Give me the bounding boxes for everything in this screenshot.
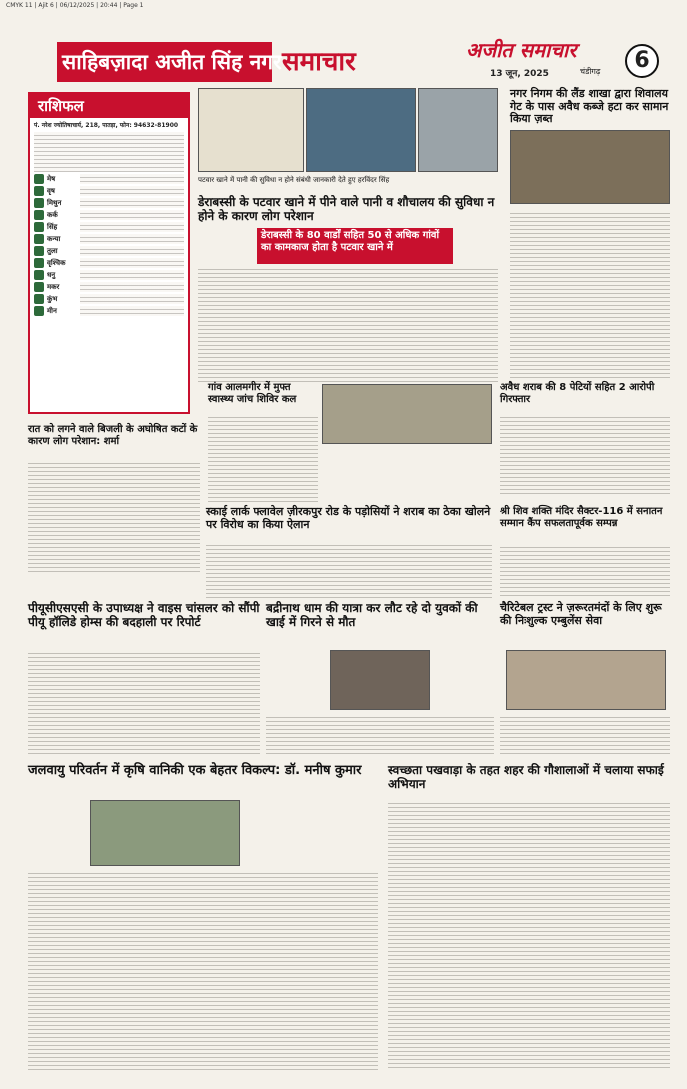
rashifal-sign-label: वृष [47, 186, 55, 195]
zodiac-icon [34, 174, 44, 184]
masthead-title-right: समाचार [282, 47, 356, 77]
rashifal-sign-row [34, 258, 184, 268]
rashifal-sign-row [34, 282, 184, 292]
rashifal-sign-label: तुला [47, 246, 58, 255]
photo-ambulance [506, 650, 666, 710]
rashifal-byline: पं. नरेश ज्योतिषाचार्य, 218, पातड़ा, फोन: 94632-81900 [34, 122, 179, 129]
photo-bulldozer [510, 130, 670, 204]
story-4-body [500, 414, 670, 494]
story-6-headline: स्काई लार्क फ्लावेल ज़ीरकपुर रोड के पड़ोसियों ने शराब का ठेका खोलने पर विरोध का किया ऐलान [206, 505, 491, 531]
masthead-brand: अजीत समाचार [466, 38, 577, 62]
rashifal-sign-row [34, 210, 184, 220]
rashifal-sign-label: मेष [47, 174, 56, 183]
page-topline: CMYK 11 | Ajit 6 | 06/12/2025 | 20:44 | Page 1 [6, 2, 144, 9]
rashifal-sign-row [34, 270, 184, 280]
rashifal-sign-row [34, 306, 184, 316]
story-10-body [500, 714, 670, 756]
story-9-body [266, 714, 494, 756]
masthead-date: 13 जून, 2025 [490, 69, 549, 79]
story-5-headline: रात को लगने वाले बिजली के अघोषित कटों के कारण लोग परेशान: शर्मा [28, 424, 198, 447]
story-8-headline: पीयूसीएसएसी के उपाध्यक्ष ने वाइस चांसलर को सौंपी पीयू हॉलिडे होम्स की बदहाली पर रिपोर्ट [28, 601, 260, 629]
zodiac-icon [34, 282, 44, 292]
photo-victims [330, 650, 430, 710]
page-number-badge: 6 [625, 44, 659, 78]
zodiac-icon [34, 258, 44, 268]
zodiac-icon [34, 294, 44, 304]
story-1-headline: डेराबस्सी के पटवार खाने में पीने वाले पानी व शौचालय की सुविधा न होने के कारण लोग परेशान [198, 195, 495, 223]
zodiac-icon [34, 210, 44, 220]
rashifal-sign-row [34, 186, 184, 196]
story-2-body [510, 210, 670, 380]
story-5-body [28, 460, 200, 572]
rashifal-sign-row [34, 174, 184, 184]
photo-official [198, 88, 304, 172]
story-1-photo-caption: पटवार खाने में पानी की सुविधा न होने संबंधी जानकारी देते हुए हरविंदर सिंह [198, 176, 390, 184]
story-7-headline: श्री शिव शक्ति मंदिर सैक्टर-116 में सनातन सम्मान कैंप सफलतापूर्वक सम्पन्न [500, 506, 663, 529]
rashifal-sign-row [34, 198, 184, 208]
rashifal-sign-label: कुंभ [47, 294, 58, 303]
story-2-headline: नगर निगम की लैंड शाखा द्वारा शिवालय गेट के पास अवैध कब्जे हटा कर सामान किया ज़ब्त [510, 87, 669, 126]
zodiac-icon [34, 222, 44, 232]
zodiac-icon [34, 198, 44, 208]
rashifal-sign-label: मीन [47, 306, 57, 315]
rashifal-sign-label: मकर [47, 282, 60, 291]
story-3-body [208, 414, 318, 502]
story-12-headline: स्वच्छता पखवाड़ा के तहत शहर की गौशालाओं में चलाया सफाई अभियान [388, 763, 664, 791]
rashifal-sign-row [34, 294, 184, 304]
rashifal-sign-label: धनु [47, 270, 56, 279]
story-3-headline: गांव आलमगीर में मुफ्त स्वास्थ्य जांच शिविर कल [208, 382, 297, 405]
rashifal-sign-row [34, 234, 184, 244]
zodiac-icon [34, 306, 44, 316]
masthead-city: चंडीगढ़ [580, 67, 601, 76]
photo-water-tap [306, 88, 416, 172]
story-10-headline: चैरिटेबल ट्रस्ट ने ज़रूरतमंदों के लिए शुरू की निःशुल्क एम्बुलेंस सेवा [500, 601, 662, 627]
rashifal-sign-label: मिथुन [47, 198, 62, 207]
rashifal-sign-row [34, 222, 184, 232]
story-1-body [198, 266, 498, 382]
story-9-headline: बद्रीनाथ धाम की यात्रा कर लौट रहे दो युवकों की खाई में गिरने से मौत [266, 601, 478, 629]
story-11-headline: जलवायु परिवर्तन में कृषि वानिकी एक बेहतर विकल्प: डॉ. मनीष कुमार [28, 763, 362, 778]
rashifal-box [28, 92, 190, 414]
rashifal-sign-label: वृश्चिक [47, 258, 66, 267]
zodiac-icon [34, 234, 44, 244]
story-1-subhead: डेराबस्सी के 80 वार्डों सहित 50 से अधिक गांवों का कामकाज होता है पटवार खाने में [257, 228, 453, 264]
story-8-body [28, 650, 260, 754]
rashifal-sign-label: कर्क [47, 210, 58, 219]
rashifal-title: राशिफल [30, 94, 188, 118]
photo-agroforestry [90, 800, 240, 866]
photo-washroom [418, 88, 498, 172]
masthead-title-left: साहिबज़ादा अजीत सिंह नगर [62, 50, 282, 74]
photo-meeting [322, 384, 492, 444]
rashifal-sign-label: कन्या [47, 234, 61, 243]
zodiac-icon [34, 186, 44, 196]
story-4-headline: अवैध शराब की 8 पेटियों सहित 2 आरोपी गिरफ्तार [500, 382, 655, 405]
zodiac-icon [34, 270, 44, 280]
story-6-body [206, 542, 492, 598]
rashifal-sign-row [34, 246, 184, 256]
story-7-body [500, 544, 670, 598]
story-12-body [388, 800, 670, 1070]
story-11-body [28, 870, 378, 1070]
zodiac-icon [34, 246, 44, 256]
rashifal-sign-label: सिंह [47, 222, 58, 231]
